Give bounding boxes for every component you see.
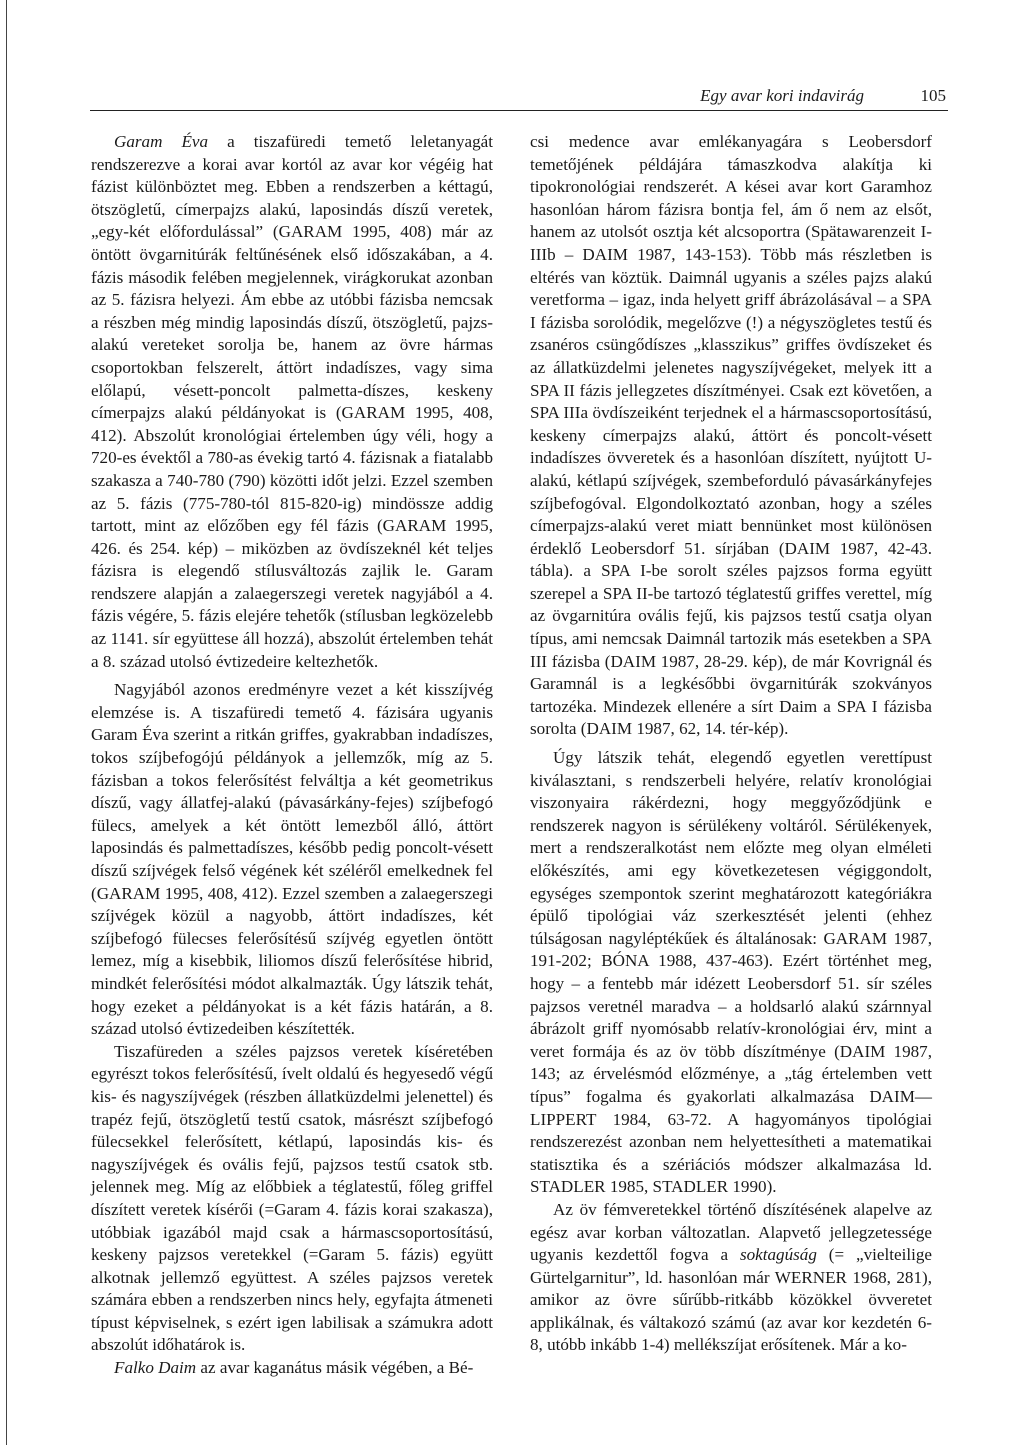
paragraph-kisszijveg: Nagyjából azonos eredményre vezet a két kisszíjvég elemzése is. A tiszafüredi temető 4. fázisára ugyanis Garam Éva szerint a ritkán griffes, gyakrabban indadíszes, tokos szíjbefogójú példányok a jellemzők, míg az 5. fázisban a tokos felerősítést felváltja a két geometrikus díszű, vagy állatfej-alakú (pávasárkány-fejes) szíjbefogó fülecs, amelyek a két öntött lemezből álló, áttört laposindás és palmettadíszes, később pedig poncolt-vésett díszű szíjvégek felső végének két széléről emelkednek fel (GARAM 1995, 408, 412). Ezzel szemben a zalaegerszegi szíjvégek közül a nagyobb, áttört indadíszes, két szíjbefogó fülecses felerősítésű szíjvég egyetlen öntött lemez, míg a kisebbik, liliomos díszű felerősítése hibrid, mindkét felerősítési módot alkalmazták. Úgy látszik tehát, hogy ezeket a példányokat is a két fázis határán, a 8. század utolsó évtizedeiben készítették.	[91, 680, 493, 1039]
paragraph-text: a tiszafüredi temető leletanyagát rendszerezve a korai avar kortól az avar kor végéig hat fázist különböztet meg. Ebben a rendszerben a kéttagú, ötszögletű, címerpajzs alakú, laposindás díszű veretek, „egy-két előfordulással” (GARAM 1995, 408) már az öntött övgarnitúrák feltűnésének első időszakában, a 4. fázis második felében megjelennek, virágkorukat azonban az 5. fázisra helyezi. Ám ebbe az utóbbi fázisba nemcsak a részben még mindig laposindás díszű, ötszögletű, pajzs-alakú vereteket sorolja be, hanem az övre hármas csoportokban felszerelt, áttört indadíszes, vagy sima előlapú, vésett-poncolt palmetta-díszes, keskeny címerpajzs alakú példányokat is (GARAM 1995, 408, 412). Abszolút kronológiai értelemben úgy véli, hogy a 720-es évektől a 780-as évekig tartó 4. fázisnak a fiatalabb szakasza a 740-780 (790) közötti időt jelzi. Ezzel szemben az 5. fázis (775-780-tól 815-820-ig) mindössze addig tartott, mint az előzőben egy fél fázis (GARAM 1995, 426. és 254. kép) – miközben az övdíszeknél két teljes fázisra is elegendő stílusváltozás zajlik le. Garam rendszere alapján a zalaegerszegi veretek nagyjából a 4. fázis végére, 5. fázis elejére tehetők (stílusban legközelebb az 1141. sír együttese áll hozzá), abszolút értelemben tehát a 8. század utolsó évtizedeire keltezhetők.	[91, 132, 493, 671]
emphasis-soktagusag: soktagúság	[739, 1245, 817, 1265]
paragraph-ov-femveretek	[530, 1199, 932, 1357]
paragraph-daim-continued: csi medence avar emlékanyagára s Leobersdorf temetőjének példájára támaszkodva alakítja ki tipokronológiai rendszerét. A kései avar kort Garamhoz hasonlóan három fázisra bontja fel, ám ő nem az elsőt, hanem az utolsót osztja két alcsoportra (Spätawarenzeit I-IIIb – DAIM 1987, 143-153). Több más részletben is eltérés van köztük. Daimnál ugyanis a széles pajzs alakú veretforma – igaz, inda helyett griff ábrázolásával – a SPA I fázisba sorolódik, megelőzve (!) a négyszögletes testű és zsanéros csüngődíszes „klasszikus” griffes övdíszeket és az állatküzdelmi jelenetes nagyszíjvégeket, melyek itt a SPA II fázis jellegzetes díszítményei. Csak ezt követően, a SPA IIIa övdíszeiként terjednek el a hármascsoportosítású, keskeny címerpajzs alakú, áttört és poncolt-vésett indadíszes övveretek és a hasonlóan díszített, nyújtott U-alakú, kétlapú szíjvégek, szembeforduló pávasárkányfejes szíjbefogóval. Elgondolkoztató azonban, hogy a széles címerpajzs-alakú veret miatt bennünket most különösen érdeklő Leobersdorf 51. sírjában (DAIM 1987, 42-43. tábla). a SPA I-be sorolt széles pajzsos forma együtt szerepel a SPA II-be tartozó téglatestű griffes verettel, míg az övgarnitúra ovális fejű, kis pajzsos testű csatja olyan típus, ami nemcsak Daimnál tartozik más esetekben a SPA III fázisba (DAIM 1987, 28-29. kép), de már Kovrignál és Garamnál is a legkésőbbi övgarnitúrák szokványos tartozéka. Mindezek ellenére a sírt Daim a SPA I fázisba sorolta (DAIM 1987, 62, 14. tér-kép).	[530, 132, 932, 739]
paragraph-tiszafured: Tiszafüreden a széles pajzsos veretek kíséretében egyrészt tokos felerősítésű, ívelt oldalú és hegyesedő végű kis- és nagyszíjvégek (részben állatküzdelmi jelenettel) és trapéz fejű, ötszögletű testű csatok, másrészt szíjbefogó fülecsekkel felerősített, kétlapú, laposindás kis- és nagyszíjvégek és ovális fejű, pajzsos testű csatok stb. jelennek meg. Míg az előbbiek a téglatestű, főleg griffel díszített veretek kísérői (=Garam 4. fázis korai szakasza), utóbbiak igazából majd csak a hármascsoportosítású, keskeny pajzsos veretekkel (=Garam 5. fázis) együtt alkotnak jellemző együttest. A széles pajzsos veretek számára ebben a rendszerben nincs hely, egyfajta átmeneti típust képviselnek, s ezért igen labilisak a számukra adott abszolút időhatárok is.	[91, 1041, 493, 1355]
author-name-garam: Garam Éva	[114, 132, 209, 151]
scan-edge-line	[6, 0, 7, 1445]
paragraph-text: az avar kaganátus másik végében, a Bé-	[196, 1358, 474, 1378]
left-column	[91, 131, 493, 1380]
right-column	[530, 131, 932, 1357]
paragraph-text: (= „vielteilige Gürtelgarnitur”, ld. hasonlóan már WERNER 1968, 281), amikor az övre sűrűbb-ritkább közökkel övveretet applikálnak, és váltakozó számú (az avar kor kezdetén 6-8, utóbb inkább 1-4) mellékszíjat erősítenek. Már a ko-	[530, 1245, 932, 1355]
paragraph-garam	[91, 131, 493, 673]
paragraph-verettipus: Úgy látszik tehát, elegendő egyetlen verettípust kiválasztani, s rendszerbeli helyére, relatív kronológiai viszonyaira rákérdezni, hogy meggyőződjünk e rendszerek nagyon is sérülékeny voltáról. Sérülékenyek, mert a rendszeralkotást nem előzte meg olyan elméleti előkészítés, ami egy következetesen végiggondolt, egységes szempontok szerint meghatározott kategóriákra épülő tipológiai váz szerkesztését jelenti (ehhez túlságosan nagyléptékűek és általánosak: GARAM 1987, 191-202; BÓNA 1988, 437-463). Ezért történhet meg, hogy – a fentebb már idézett Leobersdorf 51. sír széles pajzsos veretnél maradva – a holdsarló alakú szárnnyal ábrázolt griff nyomósabb relatív-kronológiai érv, mint a veret formája és az öv több díszítménye (DAIM 1987, 143; az érvelésmód előzménye, a „tág értelemben vett típus” fogalma és gyakorlati alkalmazása DAIM—LIPPERT 1984, 63-72. A hagyományos tipológiai rendszerezést azonban nem helyettesítheti a matematikai statisztika és a szériációs módszer alkalmazása ld. STADLER 1985, STADLER 1990).	[530, 748, 932, 1197]
page-number: 105	[920, 86, 946, 105]
author-name-daim: Falko Daim	[114, 1358, 197, 1378]
page-header	[90, 86, 948, 111]
running-title: Egy avar kori indavirág	[700, 86, 864, 105]
paragraph-text: Az öv fémveretekkel történő díszítésének alapelve az egész avar korban változatlan. Alapvető jellegzetessége ugyanis kezdettől fogva a	[530, 1199, 932, 1265]
paragraph-daim-start	[91, 1357, 493, 1380]
